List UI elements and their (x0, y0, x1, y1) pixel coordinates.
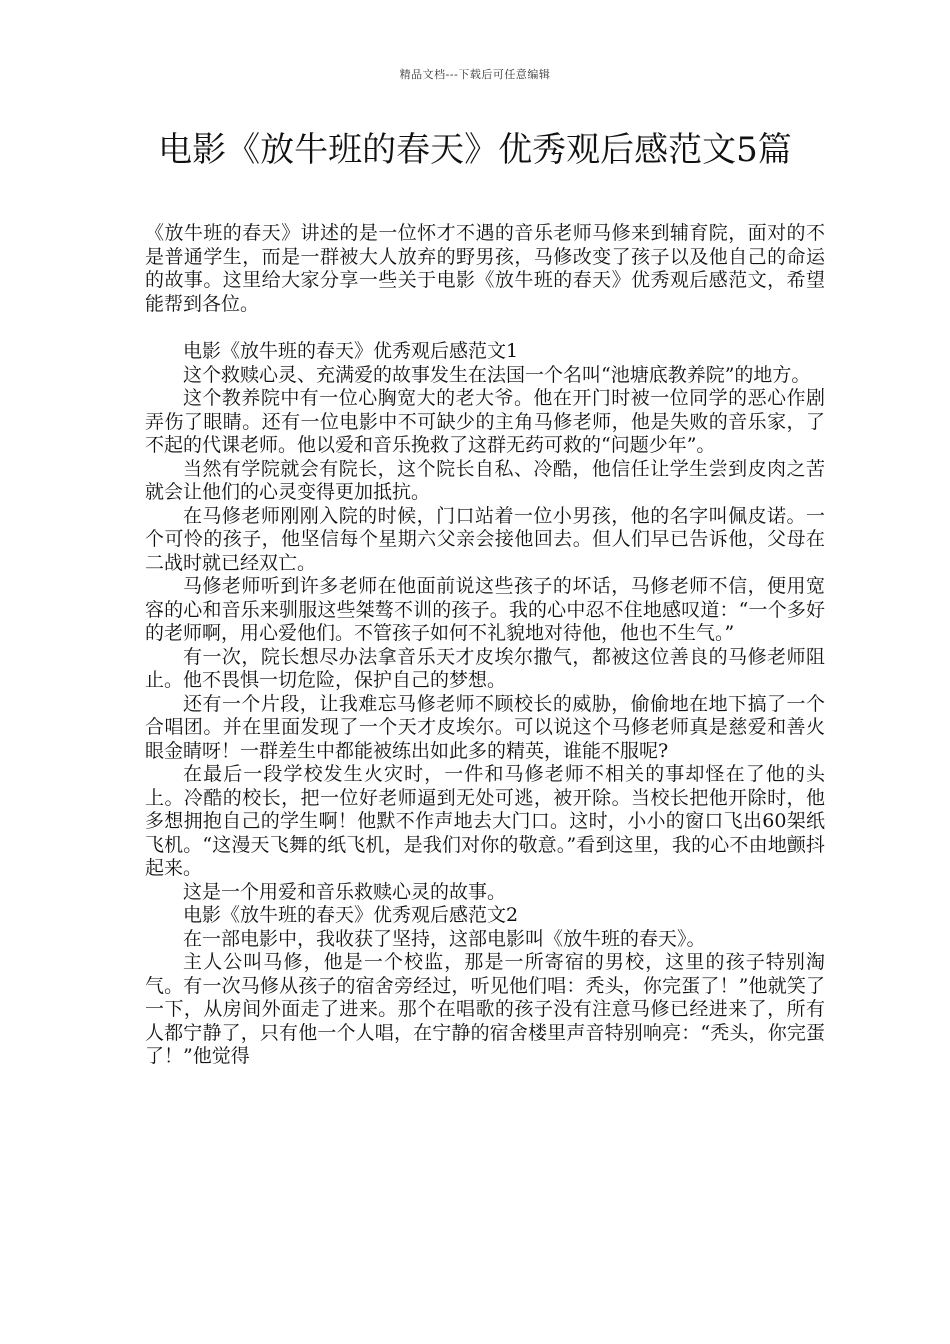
paragraph: 当然有学院就会有院长，这个院长自私、冷酷，他信任让学生尝到皮肉之苦就会让他们的心灵变得更加抵抗。 (145, 457, 825, 503)
paragraph: 在一部电影中，我收获了坚持，这部电影叫《放牛班的春天》。 (183, 927, 706, 950)
paragraph: 主人公叫马修，他是一个校监，那是一所寄宿的男校，这里的孩子特别淘气。有一次马修从孩子的宿舍旁经过，听见他们唱：秃头，你完蛋了！”他就笑了一下，从房间外面走了进来。那个在唱歌的孩子没有注意马修已经进来了，所有人都宁静了，只有他一个人唱，在宁静的宿舍楼里声音特别响亮：“秃头，你完蛋了！”他觉得 (145, 951, 825, 1067)
paragraph: 在最后一段学校发生火灾时，一件和马修老师不相关的事却怪在了他的头上。冷酷的校长，把一位好老师逼到无处可逃，被开除。当校长把他开除时，他多想拥抱自己的学生啊！他默不作声地去大门口。这时，小小的窗口飞出60架纸飞机。“这漫天飞舞的纸飞机，是我们对你的敬意。”看到这里，我的心不由地颤抖起来。 (145, 763, 825, 879)
section-heading: 电影《放牛班的春天》优秀观后感范文2 (183, 904, 519, 926)
section-1 (145, 340, 825, 904)
page-title: 电影《放牛班的春天》优秀观后感范文5篇 (158, 130, 792, 170)
document-body (145, 222, 825, 1069)
section-heading: 电影《放牛班的春天》优秀观后感范文1 (183, 340, 519, 362)
intro-paragraph: 《放牛班的春天》讲述的是一位怀才不遇的音乐老师马修来到辅育院，面对的不是普通学生，而是一群被大人放弃的野男孩，马修改变了孩子以及他自己的命运的故事。这里给大家分享一些关于电影《放牛班的春天》优秀观后感范文，希望能帮到各位。 (145, 222, 825, 315)
paragraph: 这个救赎心灵、充满爱的故事发生在法国一个名叫“池塘底教养院”的地方。 (183, 363, 811, 386)
paragraph: 这是一个用爱和音乐救赎心灵的故事。 (183, 880, 507, 903)
paragraph: 还有一个片段，让我难忘马修老师不顾校长的威胁，偷偷地在地下搞了一个合唱团。并在里面发现了一个天才皮埃尔。可以说这个马修老师真是慈爱和善火眼金睛呀！一群差生中都能被练出如此多的精英，谁能不服呢? (145, 692, 825, 762)
paragraph: 马修老师听到许多老师在他面前说这些孩子的坏话，马修老师不信，便用宽容的心和音乐来驯服这些桀骜不训的孩子。我的心中忍不住地感叹道：“一个多好的老师啊，用心爱他们。不管孩子如何不礼貌地对待他，他也不生气。” (145, 575, 825, 644)
paragraph: 有一次，院长想尽办法拿音乐天才皮埃尔撒气，都被这位善良的马修老师阻止。他不畏惧一切危险，保护自己的梦想。 (145, 645, 825, 691)
section-2 (145, 904, 825, 1069)
paragraph: 这个教养院中有一位心胸宽大的老大爷。他在开门时被一位同学的恶心作剧弄伤了眼睛。还有一位电影中不可缺少的主角马修老师，他是失败的音乐家，了不起的代课老师。他以爱和音乐挽救了这群无药可救的“问题少年”。 (145, 387, 825, 456)
header-note: 精品文档---下载后可任意编辑 (399, 68, 551, 81)
paragraph: 在马修老师刚刚入院的时候，门口站着一位小男孩，他的名字叫佩皮诺。一个可怜的孩子，他坚信每个星期六父亲会接他回去。但人们早已告诉他，父母在二战时就已经双亡。 (145, 504, 825, 574)
